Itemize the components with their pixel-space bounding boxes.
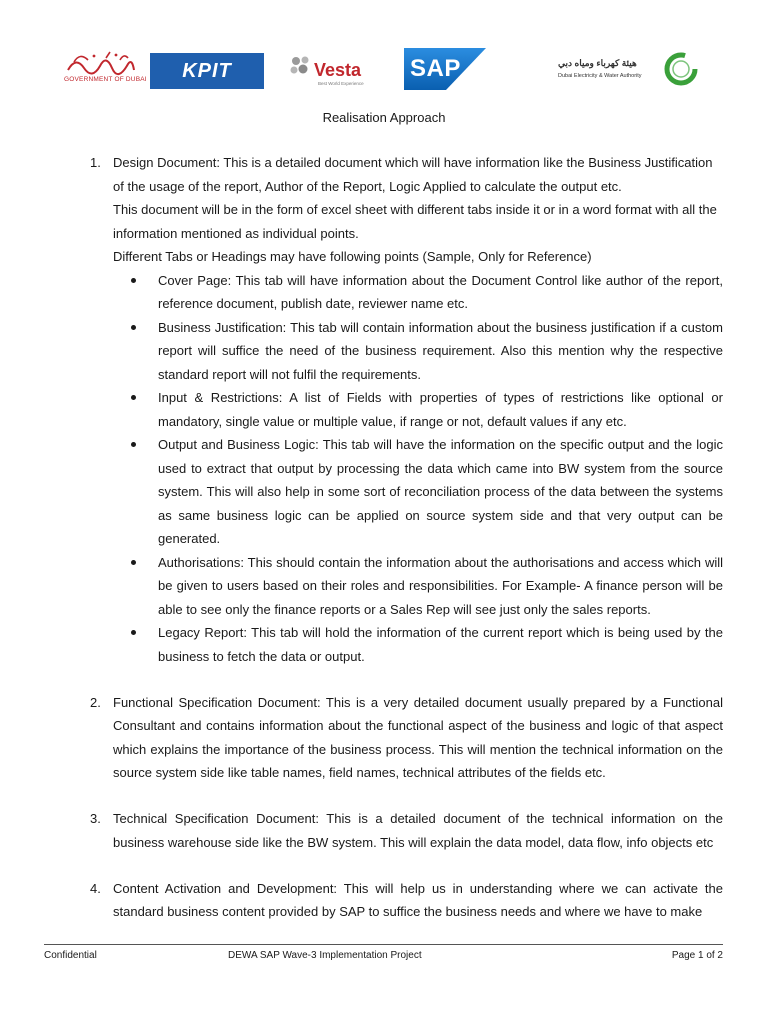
bullet-dot-icon: [131, 442, 136, 447]
item-paragraph: This document will be in the form of excel sheet with different tabs inside it or in a word format with all the information mentioned as individual points.: [113, 202, 717, 241]
bullet-dot-icon: [131, 630, 136, 635]
vesta-wordmark: Vesta: [314, 60, 362, 80]
list-item-functional-spec: [90, 691, 723, 785]
bullet-dot-icon: [131, 325, 136, 330]
bullet-item-output-logic: [113, 433, 723, 551]
list-item-technical-spec: [90, 807, 723, 854]
bullet-item-input-restrictions: [113, 386, 723, 433]
bullet-item-legacy-report: [113, 621, 723, 668]
footer-confidential: Confidential: [44, 950, 97, 961]
sap-wordmark: SAP: [410, 55, 461, 82]
document-body: [0, 151, 768, 924]
sap-logo: [404, 48, 486, 90]
item-number: 2.: [90, 694, 101, 710]
item-paragraph: Content Activation and Development: This will help us in understanding where we can activate the standard business content provided by SAP to suffice the business needs and where we have to make: [113, 880, 723, 919]
item-number: 3.: [90, 811, 101, 826]
item-paragraph: Technical Specification Document: This is a detailed document of the technical information on the business warehouse side like the BW system. This will explain the data model, data flow, info objects etc: [113, 811, 723, 850]
dewa-ring-icon: [662, 50, 700, 88]
list-item-design-document: [90, 151, 723, 668]
bullet-dot-icon: [131, 560, 136, 565]
vesta-tagline: Best World Experience: [318, 81, 364, 86]
dewa-english-name: Dubai Electricity & Water Authority: [558, 73, 642, 79]
government-logo-text: GOVERNMENT OF DUBAI: [64, 76, 147, 83]
bullet-text: Cover Page: This tab will have information about the Document Control like author of the report, reference document, publish date, reviewer name etc.: [158, 272, 723, 311]
page-footer: [44, 944, 723, 961]
bullet-text: Legacy Report: This tab will hold the information of the current report which is being used by the business to fetch the data or output.: [158, 625, 723, 664]
dewa-logo: [556, 46, 702, 92]
bullet-dot-icon: [131, 395, 136, 400]
bullet-text: Business Justification: This tab will contain information about the business justification if a custom report will suffice the need of the business requirement. Also this mention why the respective standard report will not fulfil the requirements.: [158, 319, 723, 382]
bullet-text: Authorisations: This should contain the information about the authorisations and access which will be given to users based on their roles and responsibilities. For Example- A finance person will be able to see only the finance reports or a Sales Rep will see just only the sales reports.: [158, 554, 723, 617]
kpit-logo: KPIT: [150, 53, 264, 89]
document-title: Realisation Approach: [322, 110, 446, 125]
bullet-item-cover-page: [113, 269, 723, 316]
item-number: 1.: [90, 155, 101, 170]
dewa-arabic-name: هيئة كهرباء ومياه دبي: [558, 58, 637, 68]
vesta-mark-icon: [288, 54, 314, 80]
bullet-text: Input & Restrictions: A list of Fields with properties of types of restrictions like optional or mandatory, single value or multiple value, if range or not, default values if any etc.: [158, 390, 723, 429]
footer-page-number: Page 1 of 2: [671, 950, 723, 961]
item-number: 4.: [90, 880, 101, 896]
bullet-list: [113, 269, 723, 669]
bullet-item-authorisations: [113, 551, 723, 622]
header-logos: [0, 44, 768, 104]
item-paragraph: Design Document: This is a detailed document which will have information like the Business Justification of the usage of the report, Author of the Report, Logic Applied to calculate the output etc.: [113, 155, 713, 194]
footer-project-name: DEWA SAP Wave-3 Implementation Project: [228, 950, 422, 961]
vesta-logo: [288, 52, 378, 92]
government-of-dubai-logo: [62, 50, 147, 90]
bullet-text: Output and Business Logic: This tab will have the information on the specific output and the logic used to extract that output by processing the data which came into BW system from the source system. This will also help in some sort of reconciliation process of the data between the systems as same business logic can be applied on source system side and that very output can be generated.: [158, 437, 723, 546]
item-paragraph: Different Tabs or Headings may have following points (Sample, Only for Reference): [113, 249, 592, 264]
item-paragraph: Functional Specification Document: This is a very detailed document usually prepared by a Functional Consultant and contains information about the functional aspect of the business and logic of that aspect which explains the importance of the business process. This will mention the technical information on the source system side like table names, field names, technical attributes of the fields etc.: [113, 694, 723, 780]
bullet-item-business-justification: [113, 316, 723, 387]
arabic-calligraphy-icon: [66, 50, 136, 76]
bullet-dot-icon: [131, 278, 136, 283]
list-item-content-activation: [90, 877, 723, 924]
